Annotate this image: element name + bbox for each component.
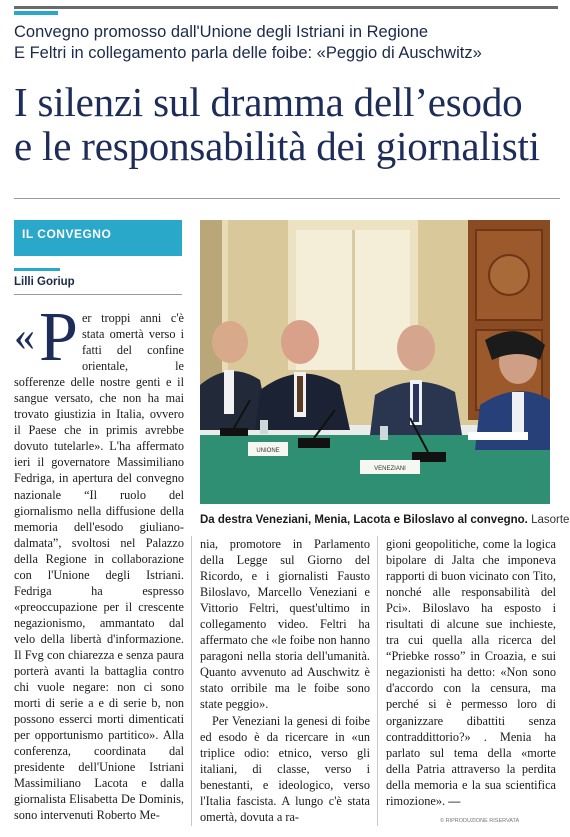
end-mark: — [448, 793, 461, 808]
drop-cap: P [39, 299, 78, 376]
conference-photo [200, 220, 550, 504]
column-separator-1 [191, 536, 192, 826]
kicker-line-1: Convegno promosso dall'Unione degli Istriani in Regione [14, 23, 429, 41]
copyright-notice: © RIPRODUZIONE RISERVATA [440, 818, 520, 824]
caption-credit: Lasorte [531, 514, 570, 526]
section-tag-label: IL CONVEGNO [22, 227, 112, 241]
caption-text: Da destra Veneziani, Menia, Lacota e Biloslavo al convegno. [200, 514, 528, 526]
author-byline: Lilli Goriup [14, 276, 75, 288]
top-rule [14, 6, 558, 9]
kicker-line-2: E Feltri in collegamento parla delle foibe: «Peggio di Auschwitz» [14, 44, 482, 62]
column-2-paragraph-2: Per Veneziani la genesi di foibe ed esodo è da ricercare in «un triplice odio: etnico, verso gli italiani, di classe, verso i benestanti, e ideologico, verso l'Italia fascista. A lungo c'è stata omertà, dovuta a ra- [200, 713, 370, 824]
kicker-accent-bar [14, 11, 58, 15]
author-accent-bar [14, 268, 60, 271]
photo-caption [200, 514, 570, 526]
byline-divider [14, 294, 182, 295]
headline-line-2: e le responsabilità dei giornalisti [14, 123, 540, 169]
article-column-2 [200, 536, 370, 824]
article-column-3 [386, 536, 556, 816]
article-column-1 [14, 299, 184, 830]
placard-1-text: UNIONE [256, 448, 280, 454]
column-separator-2 [377, 536, 378, 826]
placard-2-text: VENEZIANI [374, 466, 406, 472]
headline-line-1: I silenzi sul dramma dell’esodo [14, 79, 523, 125]
section-divider [14, 198, 560, 199]
column-2-paragraph-1: nia, promotore in Parlamento della Legge sul Giorno del Ricordo, e i giornalisti Fausto Biloslavo, Marcello Veneziani e Vittorio Feltri, quest'ultimo in collegamento video. Feltri ha affermato che «le foibe non hanno paragoni nella storia dell'umanità. Quanto avvenuto ad Auschwitz è stato orribile ma le foibe sono state peggio». [200, 537, 370, 712]
column-1-text: er troppi anni c'è stata omertà verso i fatti del confine orientale, le sofferenze delle nostre genti e il sangue versato, che non ha mai trovato giustizia in Italia, ovvero il Paese che in primis avrebbe dovuto tutelarle». L'ha affermato ieri il governatore Massimiliano Fedriga, in apertura del convegno nazionale “Il ruolo del giornalismo nella diffusione della memoria dell'esodo giuliano-dalmata”, svoltosi nel Palazzo della Regione in collaborazione con l'Unione degli Istriani. Fedriga ha espresso «preoccupazione per il crescente negazionismo, ammantato dal velo della libertà d'informazione. Il Fvg con chiarezza e senza paura porterà avanti la battaglia contro chi vuole negare: non ci sono morti di serie a e di serie b, non possono esserci morti dimenticati per opportunismo partitico». Alla conferenza, coordinata dal presidente dell'Unione Istriani Massimiliano Lacota e dalla giornalista Elisabetta De Dominis, sono intervenuti Roberto Me- [14, 311, 184, 823]
column-3-text: gioni geopolitiche, come la logica bipolare di Jalta che imponeva rapporti di buon vicinato con Tito, nonché alle responsabilità del Pci». Biloslavo ha esposto i risultati di alcune sue inchieste, tra cui quella alla ricerca del “Priebke rosso” in Croazia, e sui negazionisti ha detto: «Non sono d'accordo con la censura, ma perché si è permesso loro di organizzare dibattiti senza contraddittorio?» . Menia ha parlato sul tema della «morte della Patria attraverso la perdita della memoria e la sua scientifica rimozione». [386, 537, 556, 808]
opening-quote-mark: « [14, 314, 35, 360]
